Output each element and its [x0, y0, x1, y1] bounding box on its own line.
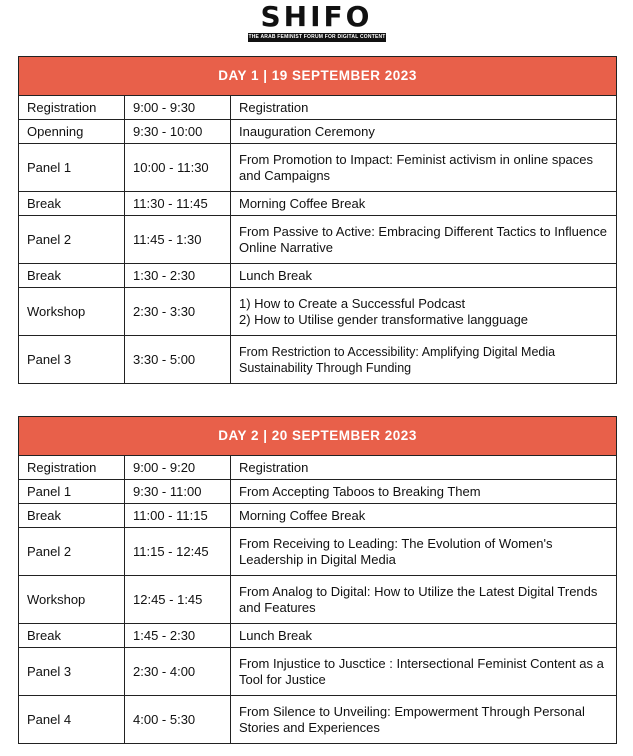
time-cell: 9:00 - 9:20 — [125, 456, 231, 480]
session-cell: Panel 4 — [19, 696, 125, 744]
session-cell: Panel 1 — [19, 144, 125, 192]
time-cell: 2:30 - 4:00 — [125, 648, 231, 696]
table-row — [19, 504, 617, 528]
time-cell: 1:45 - 2:30 — [125, 624, 231, 648]
title-cell: Lunch Break — [231, 624, 617, 648]
session-cell: Registration — [19, 456, 125, 480]
table-row — [19, 336, 617, 384]
title-line: 2) How to Utilise gender transformative langguage — [239, 311, 529, 327]
session-cell: Workshop — [19, 288, 125, 336]
table-row — [19, 456, 617, 480]
table-row — [19, 264, 617, 288]
table-row — [19, 480, 617, 504]
table-row — [19, 696, 617, 744]
session-cell: Panel 3 — [19, 648, 125, 696]
title-cell: Registration — [231, 456, 617, 480]
table-row — [19, 144, 617, 192]
title-cell: From Passive to Active: Embracing Different Tactics to Influence Online Narrative — [231, 216, 617, 264]
title-cell: From Analog to Digital: How to Utilize the Latest Digital Trends and Features — [231, 576, 617, 624]
time-cell: 9:30 - 11:00 — [125, 480, 231, 504]
session-cell: Break — [19, 504, 125, 528]
time-cell: 2:30 - 3:30 — [125, 288, 231, 336]
title-cell: Lunch Break — [231, 264, 617, 288]
table-row — [19, 528, 617, 576]
day-1-header: DAY 1 | 19 SEPTEMBER 2023 — [19, 57, 617, 96]
time-cell: 1:30 - 2:30 — [125, 264, 231, 288]
table-row — [19, 624, 617, 648]
title-cell: From Silence to Unveiling: Empowerment Through Personal Stories and Experiences — [231, 696, 617, 744]
time-cell: 11:45 - 1:30 — [125, 216, 231, 264]
logo — [0, 0, 633, 44]
day-2-header: DAY 2 | 20 SEPTEMBER 2023 — [19, 417, 617, 456]
table-row — [19, 192, 617, 216]
time-cell: 11:15 - 12:45 — [125, 528, 231, 576]
session-cell: Panel 3 — [19, 336, 125, 384]
logo-o-mark: O — [345, 0, 373, 33]
title-cell: From Accepting Taboos to Breaking Them — [231, 480, 617, 504]
session-cell: Registration — [19, 96, 125, 120]
session-cell: Break — [19, 624, 125, 648]
title-cell: Inauguration Ceremony — [231, 120, 617, 144]
table-row — [19, 120, 617, 144]
session-cell: Openning — [19, 120, 125, 144]
time-cell: 3:30 - 5:00 — [125, 336, 231, 384]
title-cell: Morning Coffee Break — [231, 192, 617, 216]
day-2-schedule-table — [18, 416, 617, 744]
session-cell: Panel 2 — [19, 216, 125, 264]
title-cell: From Restriction to Accessibility: Amplifying Digital Media Sustainability Through Funding — [231, 336, 617, 384]
session-cell: Workshop — [19, 576, 125, 624]
day-1-schedule-table — [18, 56, 617, 384]
table-row — [19, 288, 617, 336]
title-cell: From Injustice to Jusctice : Intersectional Feminist Content as a Tool for Justice — [231, 648, 617, 696]
logo-subtitle: THE ARAB FEMINIST FORUM FOR DIGITAL CONTENT — [248, 34, 386, 40]
title-cell: Morning Coffee Break — [231, 504, 617, 528]
table-row — [19, 576, 617, 624]
session-cell: Break — [19, 192, 125, 216]
title-cell: From Promotion to Impact: Feminist activism in online spaces and Campaigns — [231, 144, 617, 192]
session-cell: Panel 2 — [19, 528, 125, 576]
title-cell: Registration — [231, 96, 617, 120]
time-cell: 9:00 - 9:30 — [125, 96, 231, 120]
logo-word: SHIF — [260, 0, 346, 33]
time-cell: 9:30 - 10:00 — [125, 120, 231, 144]
time-cell: 10:00 - 11:30 — [125, 144, 231, 192]
title-line: 1) How to Create a Successful Podcast — [239, 295, 466, 311]
title-cell — [231, 288, 617, 336]
table-row — [19, 648, 617, 696]
time-cell: 11:00 - 11:15 — [125, 504, 231, 528]
table-row — [19, 216, 617, 264]
session-cell: Break — [19, 264, 125, 288]
table-row — [19, 96, 617, 120]
time-cell: 11:30 - 11:45 — [125, 192, 231, 216]
time-cell: 4:00 - 5:30 — [125, 696, 231, 744]
title-cell: From Receiving to Leading: The Evolution of Women's Leadership in Digital Media — [231, 528, 617, 576]
session-cell: Panel 1 — [19, 480, 125, 504]
time-cell: 12:45 - 1:45 — [125, 576, 231, 624]
